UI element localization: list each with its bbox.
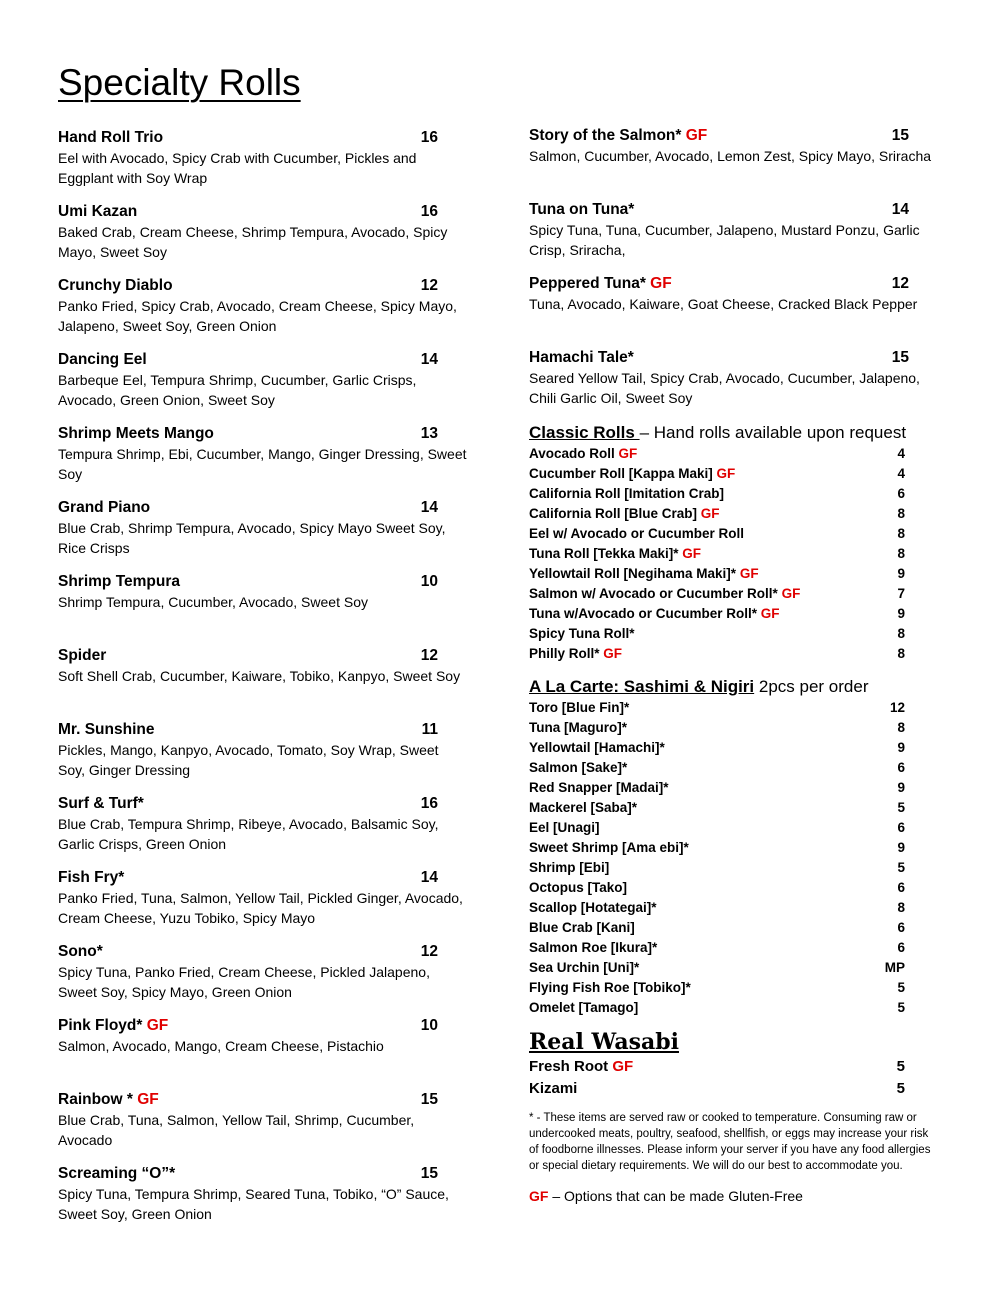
list-item-name: Salmon [Sake]*	[529, 760, 628, 775]
menu-item-description: Blue Crab, Shrimp Tempura, Avocado, Spicy Mayo Sweet Soy, Rice Crisps	[58, 520, 446, 556]
menu-item-description: Soft Shell Crab, Cucumber, Kaiware, Tobiko, Kanpyo, Sweet Soy	[58, 668, 461, 684]
list-item	[529, 878, 905, 898]
list-item	[529, 484, 905, 504]
menu-item-price: 10	[420, 573, 438, 590]
menu-item-name: Sono*	[58, 943, 103, 960]
list-item-name: Yellowtail [Hamachi]*	[529, 740, 665, 755]
gf-badge: GF	[716, 466, 736, 481]
list-item	[529, 998, 905, 1018]
menu-item-header	[58, 794, 438, 814]
menu-item-name: Rainbow *	[58, 1091, 133, 1108]
menu-item-header	[58, 1016, 438, 1036]
list-item-name: Eel [Unagi]	[529, 820, 600, 835]
gf-legend-text: – Options that can be made Gluten-Free	[548, 1188, 803, 1204]
menu-item-description: Seared Yellow Tail, Spicy Crab, Avocado, Cucumber, Jalapeno, Chili Garlic Oil, Sweet Soy	[529, 370, 920, 406]
list-item	[529, 524, 905, 544]
menu-item-story-of-the-salmon	[529, 126, 949, 200]
menu-item-name: Grand Piano	[58, 499, 151, 516]
specialty-rolls-right-column	[529, 126, 949, 1206]
menu-item-name: Shrimp Tempura	[58, 573, 181, 590]
menu-item-header	[58, 720, 438, 740]
menu-item-title	[58, 1090, 159, 1110]
list-item-price: 5	[897, 980, 905, 995]
gf-badge: GF	[618, 446, 638, 461]
menu-item-description: Panko Fried, Spicy Crab, Avocado, Cream Cheese, Spicy Mayo, Jalapeno, Sweet Soy, Green Onion	[58, 298, 457, 334]
menu-item-description: Blue Crab, Tuna, Salmon, Yellow Tail, Shrimp, Cucumber, Avocado	[58, 1112, 415, 1148]
list-item	[529, 1056, 905, 1078]
menu-item-header	[529, 200, 909, 220]
menu-item-title	[58, 128, 163, 148]
menu-item-title	[58, 868, 124, 888]
list-item-name-wrap	[529, 604, 780, 624]
menu-item-name: Spider	[58, 647, 107, 664]
menu-item-header	[58, 350, 438, 370]
list-item-name: Eel w/ Avocado or Cucumber Roll	[529, 526, 745, 541]
menu-item-pink-floyd	[58, 1016, 468, 1090]
list-item-name: Tuna [Maguro]*	[529, 720, 627, 735]
alacarte-title: A La Carte: Sashimi & Nigiri	[529, 677, 755, 696]
menu-item-price: 14	[420, 499, 438, 516]
alacarte-heading	[529, 676, 949, 698]
classic-rolls-title: Classic Rolls	[529, 423, 640, 442]
menu-item-header	[58, 646, 438, 666]
menu-item-description: Pickles, Mango, Kanpyo, Avocado, Tomato, Soy Wrap, Sweet Soy, Ginger Dressing	[58, 742, 439, 778]
list-item	[529, 978, 905, 998]
menu-item-price: 12	[420, 647, 438, 664]
menu-item-price: 12	[420, 277, 438, 294]
menu-item-name: Screaming “O”*	[58, 1165, 176, 1182]
menu-item-title	[58, 350, 147, 370]
menu-item-hand-roll-trio	[58, 128, 468, 202]
menu-item-price: 14	[891, 201, 909, 218]
menu-item-grand-piano	[58, 498, 468, 572]
menu-item-description: Barbeque Eel, Tempura Shrimp, Cucumber, Garlic Crisps, Avocado, Green Onion, Sweet Soy	[58, 372, 417, 408]
menu-item-description: Salmon, Avocado, Mango, Cream Cheese, Pistachio	[58, 1038, 384, 1054]
menu-item-shrimp-meets-mango	[58, 424, 468, 498]
list-item-name-wrap	[529, 544, 701, 564]
list-item-price: 6	[897, 940, 905, 955]
menu-item-header	[58, 128, 438, 148]
menu-item-sono	[58, 942, 468, 1016]
menu-item-fish-fry	[58, 868, 468, 942]
list-item-name-wrap	[529, 1078, 577, 1100]
list-item-price: 8	[897, 546, 905, 561]
alacarte-subtitle: 2pcs per order	[754, 677, 869, 696]
menu-item-name: Hand Roll Trio	[58, 129, 164, 146]
list-item-price: 9	[897, 740, 905, 755]
menu-item-tuna-on-tuna	[529, 200, 949, 274]
menu-item-name: Hamachi Tale*	[529, 349, 634, 366]
list-item-price: 8	[897, 506, 905, 521]
menu-item-name: Shrimp Meets Mango	[58, 425, 214, 442]
list-item-name: Salmon w/ Avocado or Cucumber Roll*	[529, 586, 778, 601]
menu-item-name: Surf & Turf*	[58, 795, 144, 812]
menu-item-price: 15	[420, 1165, 438, 1182]
menu-item-name: Pink Floyd*	[58, 1017, 143, 1034]
list-item-price: 8	[897, 626, 905, 641]
menu-item-surf-turf	[58, 794, 468, 868]
gf-badge: GF	[146, 1017, 169, 1034]
list-item	[529, 464, 905, 484]
list-item-name: Fresh Root	[529, 1058, 609, 1075]
menu-item-mr-sunshine	[58, 720, 468, 794]
list-item-name-wrap	[529, 504, 720, 524]
specialty-rolls-left-column	[58, 128, 468, 1238]
gf-badge: GF	[650, 275, 672, 292]
menu-item-rainbow	[58, 1090, 468, 1164]
list-item-price: 4	[897, 446, 905, 461]
menu-item-title	[58, 1164, 175, 1184]
list-item-price: 8	[897, 646, 905, 661]
menu-item-description: Baked Crab, Cream Cheese, Shrimp Tempura, Avocado, Spicy Mayo, Sweet Soy	[58, 224, 448, 260]
menu-item-header	[58, 1090, 438, 1110]
list-item	[529, 604, 905, 624]
list-item	[529, 504, 905, 524]
menu-item-header	[529, 126, 909, 146]
menu-item-spider	[58, 646, 468, 720]
menu-item-title	[529, 200, 634, 220]
list-item-name: Avocado Roll	[529, 446, 615, 461]
list-item-name: Scallop [Hotategai]*	[529, 900, 657, 915]
list-item	[529, 444, 905, 464]
list-item-name: Mackerel [Saba]*	[529, 800, 638, 815]
list-item-price: 9	[897, 606, 905, 621]
gf-badge: GF	[612, 1058, 634, 1075]
menu-item-title	[58, 498, 150, 518]
list-item-name: Octopus [Tako]	[529, 880, 628, 895]
list-item-name: California Roll [Blue Crab]	[529, 506, 698, 521]
menu-item-title	[58, 424, 214, 444]
list-item-price: 5	[897, 860, 905, 875]
menu-item-name: Umi Kazan	[58, 203, 138, 220]
menu-item-price: 12	[420, 943, 438, 960]
menu-item-title	[58, 276, 173, 296]
gf-badge: GF	[682, 546, 702, 561]
menu-item-name: Dancing Eel	[58, 351, 147, 368]
menu-item-description: Tempura Shrimp, Ebi, Cucumber, Mango, Ginger Dressing, Sweet Soy	[58, 446, 467, 482]
list-item-name-wrap	[529, 564, 759, 584]
menu-item-title	[529, 274, 672, 294]
menu-item-price: 15	[420, 1091, 438, 1108]
list-item-name-wrap	[529, 644, 622, 664]
list-item-name: Salmon Roe [Ikura]*	[529, 940, 658, 955]
gf-legend	[529, 1186, 949, 1206]
menu-item-price: 10	[420, 1017, 438, 1034]
menu-item-title	[58, 1016, 168, 1036]
menu-item-price: 13	[420, 425, 438, 442]
list-item	[529, 778, 905, 798]
menu-item-title	[529, 348, 634, 368]
menu-item-header	[58, 276, 438, 296]
list-item-name: Shrimp [Ebi]	[529, 860, 610, 875]
list-item	[529, 958, 905, 978]
list-item-price: 6	[897, 920, 905, 935]
raw-food-disclaimer: * - These items are served raw or cooked to temperature. Consuming raw or undercooked meats, poultry, seafood, shellfish, or eggs may increase your risk of foodborne illnesses. Please inform your server if you have any food allergies or special dietary requirements. We will do our best to accommodate you.	[529, 1112, 931, 1172]
gf-badge: GF	[781, 586, 801, 601]
list-item	[529, 838, 905, 858]
list-item-name-wrap	[529, 1056, 633, 1078]
list-item-name: Cucumber Roll [Kappa Maki]	[529, 466, 713, 481]
menu-item-description: Spicy Tuna, Panko Fried, Cream Cheese, Pickled Jalapeno, Sweet Soy, Spicy Mayo, Green Onion	[58, 964, 430, 1000]
list-item-name: Blue Crab [Kani]	[529, 920, 635, 935]
list-item-price: 8	[897, 720, 905, 735]
menu-item-title	[58, 942, 103, 962]
gf-badge: GF	[685, 127, 708, 144]
list-item-price: 9	[897, 780, 905, 795]
gf-badge: GF	[700, 506, 720, 521]
list-item-price: 6	[897, 486, 905, 501]
list-item-name: Yellowtail Roll [Negihama Maki]*	[529, 566, 737, 581]
list-item-name: Tuna Roll [Tekka Maki]*	[529, 546, 679, 561]
menu-item-name: Tuna on Tuna*	[529, 201, 635, 218]
menu-item-name: Story of the Salmon*	[529, 127, 682, 144]
list-item	[529, 898, 905, 918]
list-item-price: MP	[884, 960, 905, 975]
menu-item-header	[529, 348, 909, 368]
menu-item-title	[58, 572, 180, 592]
classic-rolls-heading	[529, 422, 949, 444]
gf-badge: GF	[760, 606, 780, 621]
menu-item-crunchy-diablo	[58, 276, 468, 350]
list-item-price: 5	[897, 800, 905, 815]
menu-item-name: Crunchy Diablo	[58, 277, 173, 294]
menu-item-header	[58, 1164, 438, 1184]
list-item	[529, 624, 905, 644]
list-item	[529, 818, 905, 838]
menu-item-hamachi-tale	[529, 348, 949, 422]
menu-item-price: 16	[420, 129, 438, 146]
menu-item-description: Salmon, Cucumber, Avocado, Lemon Zest, Spicy Mayo, Sriracha	[529, 148, 932, 164]
list-item-price: 9	[897, 840, 905, 855]
list-item-name: Tuna w/Avocado or Cucumber Roll*	[529, 606, 758, 621]
menu-item-description: Tuna, Avocado, Kaiware, Goat Cheese, Cracked Black Pepper	[529, 296, 918, 312]
menu-item-peppered-tuna	[529, 274, 949, 348]
list-item-name: Omelet [Tamago]	[529, 1000, 639, 1015]
menu-item-price: 15	[891, 127, 909, 144]
menu-item-title	[529, 126, 707, 146]
list-item	[529, 738, 905, 758]
menu-item-title	[58, 202, 137, 222]
list-item-name-wrap	[529, 584, 800, 604]
menu-item-header	[58, 424, 438, 444]
list-item	[529, 1078, 905, 1100]
list-item-name-wrap	[529, 624, 635, 644]
menu-item-header	[58, 868, 438, 888]
menu-item-name: Peppered Tuna*	[529, 275, 646, 292]
list-item-price: 4	[897, 466, 905, 481]
list-item-name-wrap	[529, 444, 637, 464]
list-item	[529, 758, 905, 778]
menu-item-title	[58, 720, 154, 740]
list-item-name: Flying Fish Roe [Tobiko]*	[529, 980, 691, 995]
menu-item-header	[529, 274, 909, 294]
menu-item-name: Fish Fry*	[58, 869, 125, 886]
menu-item-price: 15	[891, 349, 909, 366]
menu-item-header	[58, 202, 438, 222]
menu-item-price: 14	[420, 351, 438, 368]
menu-item-umi-kazan	[58, 202, 468, 276]
list-item	[529, 644, 905, 664]
list-item-name: Kizami	[529, 1080, 578, 1097]
real-wasabi-heading: Real Wasabi	[529, 1029, 679, 1055]
list-item-name: Sea Urchin [Uni]*	[529, 960, 640, 975]
list-item	[529, 564, 905, 584]
menu-item-description: Panko Fried, Tuna, Salmon, Yellow Tail, Pickled Ginger, Avocado, Cream Cheese, Yuzu Tobiko, Spicy Mayo	[58, 890, 463, 926]
menu-item-dancing-eel	[58, 350, 468, 424]
gf-badge: GF	[529, 1188, 549, 1204]
menu-item-title	[58, 794, 144, 814]
menu-item-description: Spicy Tuna, Tempura Shrimp, Seared Tuna, Tobiko, “O” Sauce, Sweet Soy, Green Onion	[58, 1186, 449, 1222]
menu-item-price: 11	[421, 721, 438, 738]
classic-rolls-subtitle: – Hand rolls available upon request	[639, 423, 907, 442]
list-item	[529, 798, 905, 818]
list-item-name-wrap	[529, 524, 744, 544]
list-item	[529, 544, 905, 564]
list-item-price: 12	[889, 700, 905, 715]
gf-badge: GF	[137, 1091, 159, 1108]
menu-item-header	[58, 572, 438, 592]
list-item-price: 6	[897, 820, 905, 835]
list-item	[529, 698, 905, 718]
list-item-price: 7	[897, 586, 905, 601]
list-item-name: Toro [Blue Fin]*	[529, 700, 630, 715]
list-item-price: 8	[897, 526, 905, 541]
menu-item-screaming-o	[58, 1164, 468, 1238]
list-item-price: 8	[897, 900, 905, 915]
list-item-price: 5	[897, 1000, 905, 1015]
page-title: Specialty Rolls	[58, 62, 301, 103]
list-item	[529, 718, 905, 738]
list-item-price: 6	[897, 760, 905, 775]
menu-item-description: Eel with Avocado, Spicy Crab with Cucumber, Pickles and Eggplant with Soy Wrap	[58, 150, 417, 186]
list-item-name: Philly Roll*	[529, 646, 600, 661]
list-item-name: Spicy Tuna Roll*	[529, 626, 635, 641]
list-item-price: 5	[896, 1058, 905, 1075]
menu-item-name: Mr. Sunshine	[58, 721, 155, 738]
menu-item-description: Spicy Tuna, Tuna, Cucumber, Jalapeno, Mustard Ponzu, Garlic Crisp, Sriracha,	[529, 222, 920, 258]
list-item	[529, 918, 905, 938]
list-item-name: Red Snapper [Madai]*	[529, 780, 669, 795]
menu-item-header	[58, 942, 438, 962]
list-item-name: Sweet Shrimp [Ama ebi]*	[529, 840, 689, 855]
list-item	[529, 584, 905, 604]
list-item-price: 9	[897, 566, 905, 581]
list-item-name-wrap	[529, 464, 735, 484]
menu-item-price: 12	[891, 275, 909, 292]
menu-item-description: Blue Crab, Tempura Shrimp, Ribeye, Avocado, Balsamic Soy, Garlic Crisps, Green Onion	[58, 816, 439, 852]
list-item	[529, 938, 905, 958]
menu-item-header	[58, 498, 438, 518]
list-item-price: 6	[897, 880, 905, 895]
gf-badge: GF	[739, 566, 759, 581]
list-item-name-wrap	[529, 484, 724, 504]
menu-item-description: Shrimp Tempura, Cucumber, Avocado, Sweet Soy	[58, 594, 368, 610]
gf-badge: GF	[603, 646, 623, 661]
menu-item-title	[58, 646, 106, 666]
menu-item-price: 16	[420, 795, 438, 812]
list-item-name: California Roll [Imitation Crab]	[529, 486, 725, 501]
list-item	[529, 858, 905, 878]
list-item-price: 5	[896, 1080, 905, 1097]
menu-item-shrimp-tempura	[58, 572, 468, 646]
menu-item-price: 14	[420, 869, 438, 886]
menu-item-price: 16	[420, 203, 438, 220]
